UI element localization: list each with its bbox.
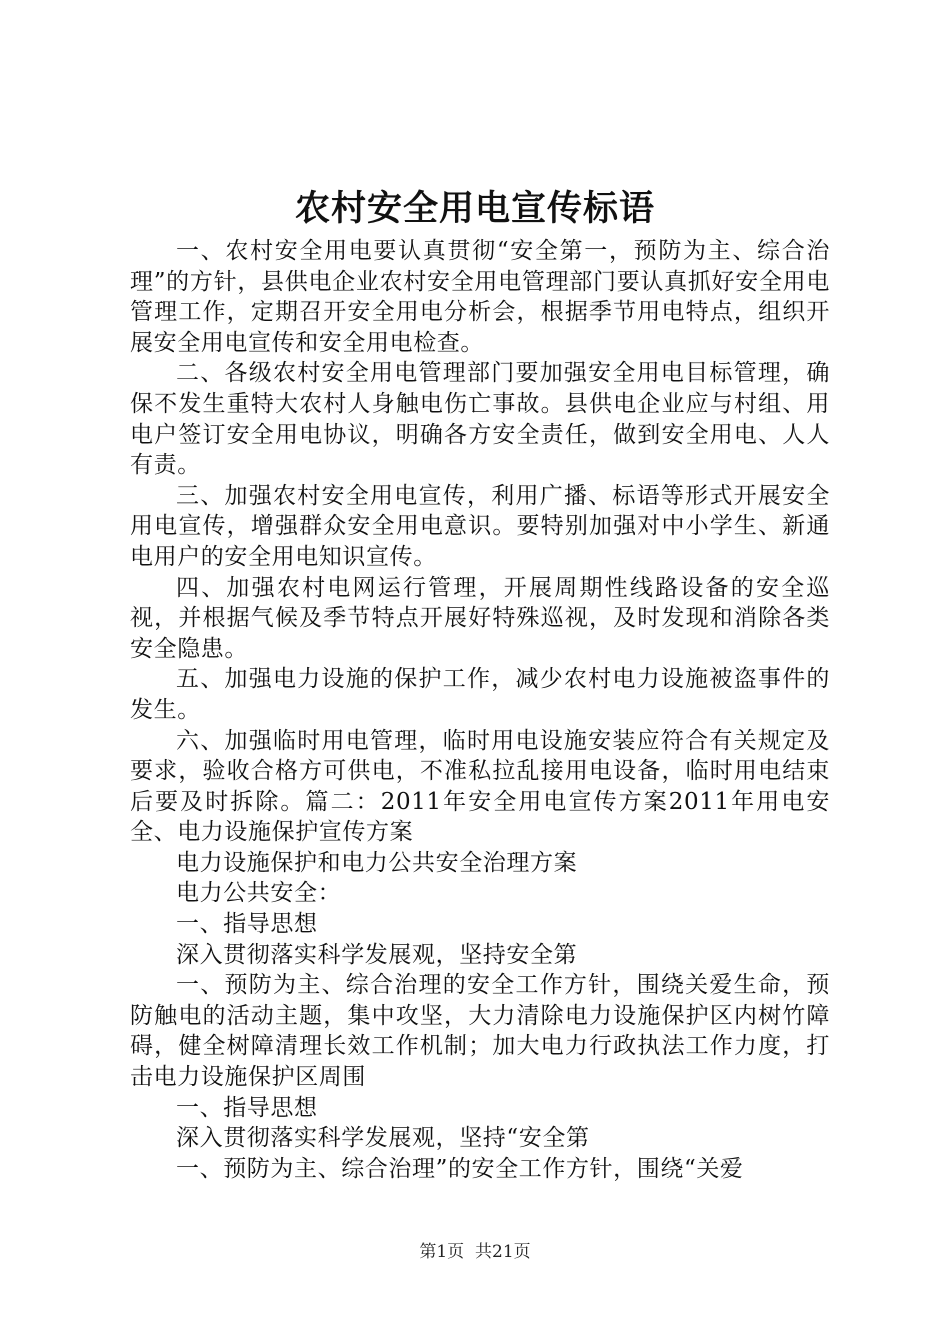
paragraph-12: 一、指导思想	[176, 1094, 318, 1121]
paragraph-14: 一、预防为主、综合治理”的安全工作方针，围绕“关爱	[176, 1155, 744, 1182]
document-body	[130, 236, 830, 1184]
page-footer	[0, 1240, 950, 1264]
paragraph-9: 一、指导思想	[176, 911, 318, 938]
paragraph-4: 四、加强农村电网运行管理，开展周期性线路设备的安全巡视，并根据气候及季节特点开展好特殊巡视，及时发现和消除各类安全隐患。	[130, 574, 830, 662]
paragraph-8: 电力公共安全：	[176, 880, 342, 907]
paragraph-13: 深入贯彻落实科学发展观，坚持“安全第	[176, 1125, 590, 1152]
paragraph-6: 六、加强临时用电管理，临时用电设施安装应符合有关规定及要求，验收合格方可供电，不准私拉乱接用电设备，临时用电结束后要及时拆除。篇二：2011年安全用电宣传方案2011年用电安全、电力设施保护宣传方案	[130, 727, 830, 846]
document-title: 农村安全用电宣传标语	[294, 188, 655, 229]
paragraph-7: 电力设施保护和电力公共安全治理方案	[176, 849, 578, 876]
page-total: 共21页	[475, 1242, 531, 1262]
paragraph-10: 深入贯彻落实科学发展观，坚持安全第	[176, 941, 578, 968]
paragraph-11: 一、预防为主、综合治理的安全工作方针，围绕关爱生命，预防触电的活动主题，集中攻坚，大力清除电力设施保护区内树竹障碍，健全树障清理长效工作机制；加大电力行政执法工作力度，打击电力设施保护区周围	[130, 972, 830, 1091]
page-number: 第1页	[419, 1242, 465, 1262]
paragraph-1: 一、农村安全用电要认真贯彻“安全第一，预防为主、综合治理”的方针，县供电企业农村安全用电管理部门要认真抓好安全用电管理工作，定期召开安全用电分析会，根据季节用电特点，组织开展安全用电宣传和安全用电检查。	[130, 238, 830, 356]
paragraph-2: 二、各级农村安全用电管理部门要加强安全用电目标管理，确保不发生重特大农村人身触电伤亡事故。县供电企业应与村组、用电户签订安全用电协议，明确各方安全责任，做到安全用电、人人有责。	[130, 360, 830, 479]
footer-spacer	[464, 1242, 475, 1262]
paragraph-5: 五、加强电力设施的保护工作，减少农村电力设施被盗事件的发生。	[130, 666, 830, 723]
paragraph-3: 三、加强农村安全用电宣传，利用广播、标语等形式开展安全用电宣传，增强群众安全用电意识。要特别加强对中小学生、新通电用户的安全用电知识宣传。	[130, 482, 830, 570]
